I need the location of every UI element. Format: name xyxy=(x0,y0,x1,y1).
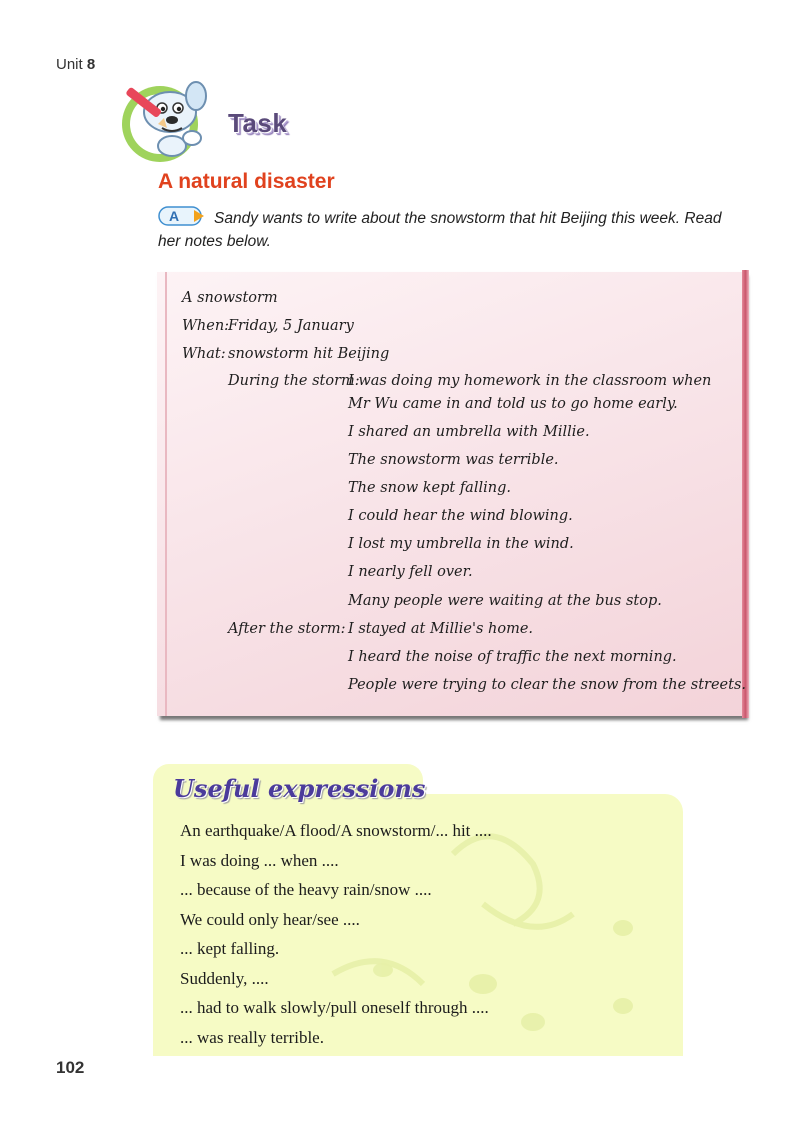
dog-mascot-icon xyxy=(118,78,218,164)
notes-when-value: Friday, 5 January xyxy=(228,318,354,334)
section-title: A natural disaster xyxy=(158,170,335,193)
unit-prefix: Unit xyxy=(56,56,83,73)
notes-content xyxy=(157,272,745,716)
expression-item: We could only hear/see .... xyxy=(180,909,360,929)
notes-after-item: People were trying to clear the snow from the streets. xyxy=(348,677,747,693)
expression-item: ... because of the heavy rain/snow .... xyxy=(180,880,432,899)
notes-during-item: I nearly fell over. xyxy=(348,564,473,580)
notes-during-item: The snow kept falling. xyxy=(348,480,511,496)
notes-after-label: After the storm: xyxy=(228,621,346,637)
unit-label xyxy=(56,56,95,73)
notes-during-item: I could hear the wind blowing. xyxy=(348,508,573,524)
expression-item: ... kept falling. xyxy=(180,939,280,958)
notes-card xyxy=(157,272,745,716)
expression-item: I was doing ... when .... xyxy=(180,850,339,870)
notes-what-label: What: xyxy=(182,346,226,362)
notes-during-item: I was doing my homework in the classroom when xyxy=(348,373,712,389)
notes-when-label: When: xyxy=(182,318,230,334)
notes-during-item: I lost my umbrella in the wind. xyxy=(348,536,574,552)
page-number: 102 xyxy=(56,1058,85,1077)
expressions-list xyxy=(180,816,670,1052)
notes-after-item: I heard the noise of traffic the next morning. xyxy=(348,649,677,665)
expression-item: ... was really terrible. xyxy=(180,1027,324,1047)
notes-during-item: The snowstorm was terrible. xyxy=(348,452,559,468)
badge-letter: A xyxy=(168,208,180,224)
task-title: Task xyxy=(228,108,288,138)
unit-number: 8 xyxy=(86,56,96,73)
expression-item: Suddenly, .... xyxy=(180,968,269,988)
notes-during-item: Mr Wu came in and told us to go home early. xyxy=(348,396,678,412)
notes-after-item: I stayed at Millie's home. xyxy=(348,621,534,637)
notes-during-label: During the storm: xyxy=(228,373,360,389)
expression-item: An earthquake/A flood/A snowstorm/... hit .... xyxy=(180,821,492,840)
notes-title: A snowstorm xyxy=(182,290,278,306)
expressions-title: Useful expressions xyxy=(173,774,426,803)
instruction-text: Sandy wants to write about the snowstorm that hit Beijing this week. Read her notes below. xyxy=(158,210,722,250)
notes-what-value: snowstorm hit Beijing xyxy=(228,346,390,362)
expression-item: ... had to walk slowly/pull oneself through .... xyxy=(180,998,489,1017)
notes-during-item: I shared an umbrella with Millie. xyxy=(348,424,590,440)
notes-during-item: Many people were waiting at the bus stop. xyxy=(348,593,662,609)
